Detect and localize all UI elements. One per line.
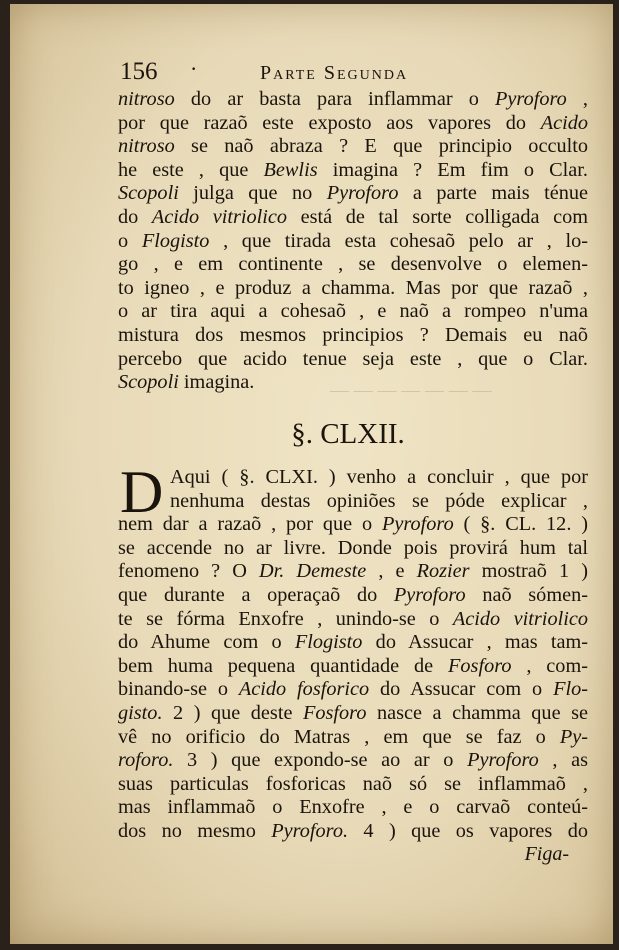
italic-term: Flo- bbox=[553, 678, 588, 701]
text-run: o ar tira aqui a cohesaõ , e naõ a rompeo n'uma bbox=[118, 300, 588, 323]
text-line bbox=[118, 300, 588, 324]
paragraph-section bbox=[118, 466, 588, 844]
text-line bbox=[118, 182, 588, 206]
text-run: está de tal sorte colligada com bbox=[287, 205, 588, 228]
text-run: nenhuma destas opiniões se póde explicar , bbox=[170, 489, 588, 512]
text-line bbox=[118, 796, 588, 820]
text-line bbox=[118, 371, 588, 395]
italic-term: gisto. bbox=[118, 701, 163, 724]
italic-term: Scopoli bbox=[118, 371, 179, 394]
page-header bbox=[120, 58, 600, 88]
text-line bbox=[118, 324, 588, 348]
text-line bbox=[118, 88, 588, 112]
italic-term: Rozier bbox=[416, 560, 470, 583]
text-run: , bbox=[566, 88, 589, 110]
text-run: se naõ abraza ? E que principio occulto bbox=[174, 135, 588, 158]
text-line bbox=[118, 112, 588, 136]
text-run: , e bbox=[366, 560, 417, 583]
text-line bbox=[118, 726, 588, 750]
text-line bbox=[118, 584, 588, 608]
text-run: imagina ? Em fim o Clar. bbox=[317, 158, 589, 181]
text-run: se accende no ar livre. Donde pois provirá hum tal bbox=[118, 536, 588, 559]
italic-term: Flogisto bbox=[141, 229, 210, 252]
text-run: vê no orificio do Matras , em que se faz o bbox=[118, 725, 560, 748]
text-run: 2 ) que deste bbox=[162, 701, 303, 724]
text-run: do Assucar , mas tam- bbox=[362, 631, 588, 654]
text-line bbox=[118, 206, 588, 230]
text-run: do Assucar com o bbox=[369, 678, 554, 701]
italic-term: Acido vitriolico bbox=[452, 607, 588, 630]
text-run: binando-se o bbox=[118, 678, 239, 701]
text-run: mistura dos mesmos principios ? Demais eu naõ bbox=[118, 323, 588, 346]
page-number: 156 bbox=[120, 58, 158, 85]
italic-term: Acido bbox=[540, 111, 588, 134]
text-line bbox=[118, 253, 588, 277]
text-line bbox=[118, 537, 588, 561]
text-run: nem dar a razaõ , por que o bbox=[118, 513, 382, 536]
text-run: dos no mesmo bbox=[118, 819, 272, 842]
text-line bbox=[118, 490, 588, 514]
italic-term: Pyroforo bbox=[467, 749, 539, 772]
italic-term: Pyroforo bbox=[381, 513, 454, 536]
text-run: suas particulas fosforicas naõ só se inflammaõ , bbox=[118, 772, 588, 795]
text-run: do Ahume com o bbox=[118, 631, 295, 654]
text-run: to igneo , e produz a chamma. Mas por que razaõ , bbox=[118, 276, 588, 299]
italic-term: Flogisto bbox=[294, 631, 363, 654]
italic-term: Py- bbox=[559, 725, 588, 748]
italic-term: Pyroforo bbox=[495, 88, 567, 110]
header-dot: · bbox=[190, 56, 198, 81]
text-run: mostraõ 1 ) bbox=[469, 560, 588, 583]
text-run: fenomeno ? O bbox=[118, 560, 259, 583]
italic-term: Scopoli bbox=[118, 182, 179, 205]
section-heading: §. CLXII. bbox=[291, 418, 405, 450]
italic-term: nitroso bbox=[118, 88, 175, 110]
text-line bbox=[118, 773, 588, 797]
text-run: a parte mais ténue bbox=[398, 182, 588, 205]
paragraph-continued bbox=[118, 88, 588, 395]
running-title: Parte Segunda bbox=[260, 62, 409, 84]
italic-term: Bewlis bbox=[263, 158, 318, 181]
text-run: ( §. CL. 12. ) bbox=[453, 513, 588, 536]
text-run: do bbox=[118, 205, 152, 228]
text-line bbox=[118, 631, 588, 655]
italic-term: roforo. bbox=[118, 749, 174, 772]
text-run: mas inflammaõ o Enxofre , e o carvaõ conteú- bbox=[118, 796, 588, 819]
text-run: te se fórma Enxofre , unindo-se o bbox=[118, 607, 453, 630]
show-through-texture: — — — — — — — bbox=[330, 380, 492, 401]
text-run: nasce a chamma que se bbox=[366, 701, 588, 724]
text-run: , com- bbox=[511, 654, 588, 677]
text-run: o bbox=[118, 229, 142, 252]
text-run: percebo que acido tenue seja este , que o Clar. bbox=[118, 347, 588, 370]
text-line bbox=[118, 560, 588, 584]
text-line bbox=[118, 230, 588, 254]
text-run: naõ sómen- bbox=[465, 583, 588, 606]
text-run: , as bbox=[538, 749, 588, 772]
text-line bbox=[118, 749, 588, 773]
text-line bbox=[118, 820, 588, 844]
text-run: do ar basta para inflammar o bbox=[174, 88, 496, 110]
italic-term: Fosforo bbox=[302, 701, 367, 724]
italic-term: Acido fosforico bbox=[238, 678, 370, 701]
italic-term: Acido vitriolico bbox=[151, 205, 288, 228]
text-run: 4 ) que os vapores do bbox=[348, 819, 588, 842]
text-line bbox=[118, 466, 588, 490]
text-run: , que tirada esta cohesaõ pelo ar , lo- bbox=[209, 229, 589, 252]
text-run: Aqui ( §. CLXI. ) venho a concluir , que por bbox=[170, 466, 588, 488]
text-line bbox=[118, 159, 588, 183]
text-run: he este , que bbox=[118, 158, 264, 181]
text-run: 3 ) que expondo-se ao ar o bbox=[173, 749, 468, 772]
italic-term: Pyroforo bbox=[326, 182, 399, 205]
text-run: go , e em continente , se desenvolve o elemen- bbox=[118, 253, 588, 276]
text-line bbox=[118, 678, 588, 702]
text-line bbox=[118, 277, 588, 301]
text-run: por que razaõ este exposto aos vapores do bbox=[118, 111, 541, 134]
text-run: julga que no bbox=[178, 182, 327, 205]
italic-term: Fosforo bbox=[448, 654, 512, 677]
text-line bbox=[118, 348, 588, 372]
text-line bbox=[118, 608, 588, 632]
italic-term: Dr. Demeste bbox=[258, 560, 367, 583]
text-line bbox=[118, 513, 588, 537]
text-run: que durante a operaçaõ do bbox=[118, 583, 394, 606]
text-run: bem huma pequena quantidade de bbox=[118, 654, 449, 677]
text-run: imagina. bbox=[178, 371, 255, 394]
italic-term: nitroso bbox=[118, 135, 175, 158]
italic-term: Pyroforo. bbox=[271, 819, 349, 842]
italic-term: Pyroforo bbox=[393, 583, 466, 606]
text-line bbox=[118, 655, 588, 679]
catchword: Figa- bbox=[524, 843, 569, 865]
drop-cap: D bbox=[120, 459, 164, 525]
text-line bbox=[118, 702, 588, 726]
text-line bbox=[118, 135, 588, 159]
